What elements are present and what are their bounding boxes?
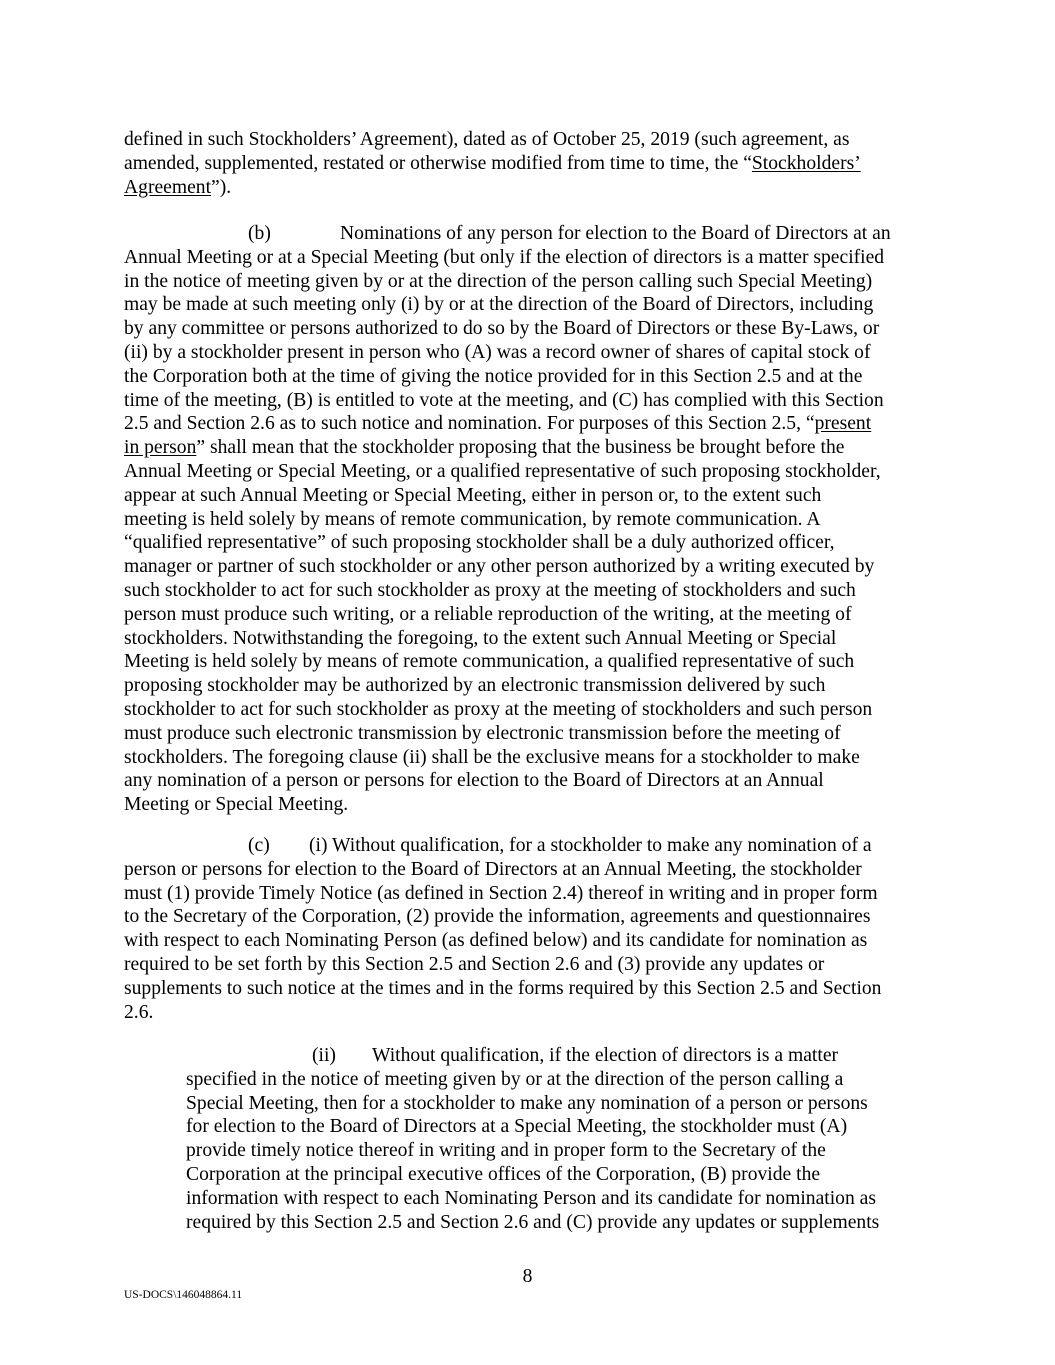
- text-line: required to be set forth by this Section 2.5 and Section 2.6 and (3) provide any updates or: [124, 953, 825, 975]
- paragraph-label: (ii): [312, 1045, 336, 1066]
- text-line: (ii) by a stockholder present in person who (A) was a record owner of shares of capital stock of: [124, 341, 871, 363]
- text-line: [124, 176, 861, 200]
- document-id: US-DOCS\146048864.11: [124, 1289, 243, 1301]
- text-line: stockholder to act for such stockholder as proxy at the meeting of stockholders and such person: [124, 698, 873, 720]
- text-line: 2.6.: [124, 1001, 154, 1023]
- text-line: Corporation at the principal executive offices of the Corporation, (B) provide the: [186, 1163, 821, 1185]
- text-line: Annual Meeting or at a Special Meeting (but only if the election of directors is a matter specified: [124, 246, 885, 268]
- text-line: manager or partner of such stockholder or any other person authorized by a writing executed by: [124, 556, 875, 578]
- text-line: time of the meeting, (B) is entitled to vote at the meeting, and (C) has complied with this Section: [124, 389, 884, 411]
- defined-term-stockholders-agreement: Stockholders’: [751, 152, 861, 174]
- text-line: provide timely notice thereof in writing and in proper form to the Secretary of the: [186, 1140, 826, 1162]
- text-run: ”).: [211, 176, 232, 198]
- page-number: 8: [522, 1266, 533, 1287]
- text-line: “qualified representative” of such proposing stockholder shall be a duly authorized officer,: [124, 532, 835, 554]
- text-line: required by this Section 2.5 and Section 2.6 and (C) provide any updates or supplements: [186, 1211, 880, 1233]
- paragraph-label: (c): [248, 835, 270, 856]
- text-run: Without qualification, if the election of directors is a matter: [372, 1045, 839, 1066]
- text-line: meeting is held solely by means of remote communication, by remote communication. A: [124, 508, 821, 530]
- text-line: in the notice of meeting given by or at the direction of the person calling such Special Meeting): [124, 270, 873, 292]
- text-line: person or persons for election to the Board of Directors at an Annual Meeting, the stockholder: [124, 858, 862, 880]
- text-line: defined in such Stockholders’ Agreement), dated as of October 25, 2019 (such agreement, as: [124, 129, 850, 150]
- text-line: to the Secretary of the Corporation, (2) provide the information, agreements and questionnaires: [124, 906, 871, 928]
- text-line: specified in the notice of meeting given by or at the direction of the person calling a: [186, 1068, 844, 1090]
- defined-term-agreement: Agreement: [124, 176, 212, 198]
- text-line: must produce such electronic transmission by electronic transmission before the meeting of: [124, 722, 841, 744]
- text-line: [186, 1044, 879, 1068]
- paragraph-c-ii: [186, 1044, 879, 1234]
- defined-term-present: present: [814, 413, 872, 435]
- text-line: Special Meeting, then for a stockholder to make any nomination of a person or persons: [186, 1092, 868, 1114]
- text-run: 2.5 and Section 2.6 as to such notice and nomination. For purposes of this Section 2.5, “: [124, 413, 815, 435]
- text-line: [124, 152, 861, 176]
- text-line: may be made at such meeting only (i) by or at the direction of the Board of Directors, including: [124, 294, 874, 316]
- text-line: information with respect to each Nominating Person and its candidate for nomination as: [186, 1187, 876, 1209]
- text-run: (i) Without qualification, for a stockholder to make any nomination of a: [309, 835, 872, 856]
- paragraph-a-continuation: [124, 128, 861, 199]
- text-line: must (1) provide Timely Notice (as defined in Section 2.4) thereof in writing and in proper form: [124, 882, 878, 904]
- text-line: any nomination of a person or persons for election to the Board of Directors at an Annual: [124, 770, 824, 792]
- text-line: stockholders. Notwithstanding the foregoing, to the extent such Annual Meeting or Special: [124, 627, 837, 649]
- text-line: [124, 436, 891, 460]
- text-run: ” shall mean that the stockholder proposing that the business be brought before the: [196, 437, 845, 459]
- text-line: person must produce such writing, or a reliable reproduction of the writing, at the meeting of: [124, 603, 852, 625]
- text-line: for election to the Board of Directors at a Special Meeting, the stockholder must (A): [186, 1116, 848, 1138]
- text-run: amended, supplemented, restated or otherwise modified from time to time, the “: [124, 152, 752, 174]
- text-line: Annual Meeting or Special Meeting, or a qualified representative of such proposing stockholder,: [124, 460, 881, 482]
- text-line: stockholders. The foregoing clause (ii) shall be the exclusive means for a stockholder to make: [124, 746, 860, 768]
- text-line: by any committee or persons authorized to do so by the Board of Directors or these By-Laws, or: [124, 318, 880, 340]
- text-line: appear at such Annual Meeting or Special Meeting, either in person or, to the extent such: [124, 484, 822, 506]
- paragraph-label: (b): [248, 223, 271, 244]
- text-line: [124, 412, 891, 436]
- paragraph-c: [124, 834, 881, 1024]
- text-line: proposing stockholder may be authorized by an electronic transmission delivered by such: [124, 675, 826, 697]
- text-line: with respect to each Nominating Person (as defined below) and its candidate for nomination as: [124, 930, 868, 952]
- text-line: Meeting is held solely by means of remote communication, a qualified representative of such: [124, 651, 855, 673]
- text-line: supplements to such notice at the times and in the forms required by this Section 2.5 and Section: [124, 977, 882, 999]
- text-line: [124, 222, 891, 246]
- text-run: Nominations of any person for election to the Board of Directors at an: [340, 223, 891, 244]
- text-line: [124, 834, 881, 858]
- text-line: the Corporation both at the time of giving the notice provided for in this Section 2.5 and at the: [124, 365, 863, 387]
- defined-term-in-person: in person: [124, 437, 197, 459]
- text-line: such stockholder to act for such stockholder as proxy at the meeting of stockholders and such: [124, 579, 856, 601]
- text-line: Meeting or Special Meeting.: [124, 794, 349, 816]
- paragraph-b: [124, 222, 891, 817]
